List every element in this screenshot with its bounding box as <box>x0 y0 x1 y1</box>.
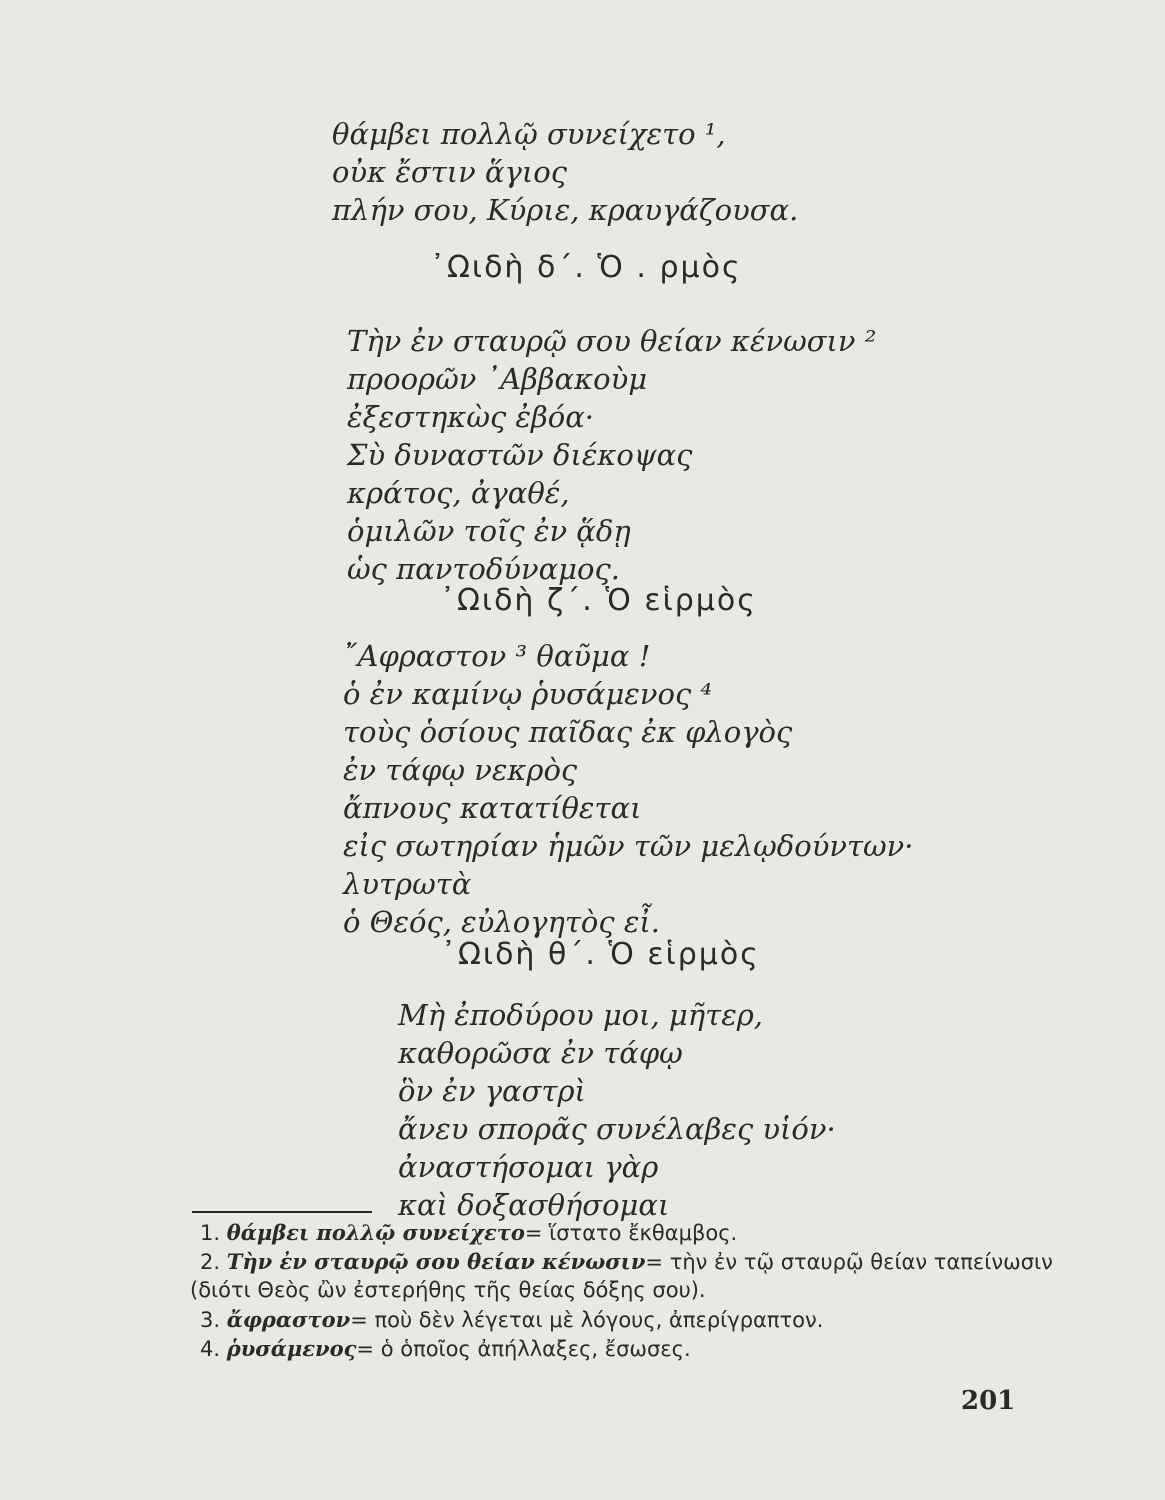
footnote-divider <box>192 1211 372 1213</box>
ode6-heading: ᾿Ωιδὴ ζ΄. Ὁ εἱρμὸς <box>440 583 757 618</box>
footnotes <box>190 1218 1053 1363</box>
verse-line: Τὴν ἐν σταυρῷ σου θείαν κένωσιν ² <box>347 324 877 358</box>
verse-line: ὡς παντοδύναμος. <box>347 552 620 586</box>
footnote <box>190 1334 1030 1363</box>
footnote <box>190 1247 1053 1276</box>
footnote-number: 4. <box>200 1337 221 1361</box>
verse-line: καθορῶσα ἐν τάφῳ <box>398 1036 683 1070</box>
verse-line: πλήν σου, Κύριε, κραυγάζουσα. <box>332 193 799 227</box>
footnote-term: ῥυσάμενος <box>226 1336 357 1361</box>
verse-stanza-top <box>332 115 798 229</box>
verse-line: καὶ δοξασθήσομαι <box>398 1188 670 1222</box>
footnote-gloss: = ποὺ δὲν λέγεται μὲ λόγους, ἀπερίγραπτον. <box>350 1308 824 1332</box>
verse-line: τοὺς ὁσίους παῖδας ἐκ φλογὸς <box>343 715 793 749</box>
verse-line: Μὴ ἐποδύρου μοι, μῆτερ, <box>398 998 764 1032</box>
footnote-gloss: (διότι Θεὸς ὢν ἐστερήθης τῆς θείας δόξης σου). <box>190 1278 706 1302</box>
verse-line: ἐν τάφῳ νεκρὸς <box>343 753 578 787</box>
verse-ode6 <box>343 637 914 941</box>
verse-ode4 <box>347 322 876 588</box>
verse-line: προορῶν ᾿Αββακοὺμ <box>347 362 648 396</box>
footnote-term: ἄφραστον <box>226 1307 351 1332</box>
ode9-heading: ᾿Ωιδὴ θ΄. Ὁ εἱρμὸς <box>441 937 760 972</box>
verse-line: λυτρωτὰ <box>343 867 472 901</box>
footnote-gloss: = ἵστατο ἔκθαμβος. <box>524 1221 738 1245</box>
verse-line: ὃν ἐν γαστρὶ <box>398 1074 586 1108</box>
verse-line: θάμβει πολλῷ συνείχετο ¹, <box>332 117 726 151</box>
verse-line: ἐξεστηκὼς ἐβόα· <box>347 400 595 434</box>
verse-line: ὁμιλῶν τοῖς ἐν ᾅδῃ <box>347 514 631 548</box>
verse-line: εἰς σωτηρίαν ἡμῶν τῶν μελῳδούντων· <box>343 829 914 863</box>
verse-line: Σὺ δυναστῶν διέκοψας <box>347 438 693 472</box>
footnote-term: Τὴν ἐν σταυρῷ σου θείαν κένωσιν <box>226 1249 646 1274</box>
footnote-term: θάμβει πολλῷ συνείχετο <box>226 1220 525 1245</box>
verse-line: ἀναστήσομαι γὰρ <box>398 1150 659 1184</box>
footnote-number: 1. <box>200 1221 221 1245</box>
verse-line: ὁ Θεός, εὐλογητὸς εἶ. <box>343 905 661 939</box>
verse-line: οὐκ ἔστιν ἅγιος <box>332 155 567 189</box>
footnote-gloss: = ὁ ὁποῖος ἀπήλλαξες, ἔσωσες. <box>356 1337 691 1361</box>
page-number: 201 <box>961 1386 1016 1416</box>
footnote <box>190 1305 1030 1334</box>
ode4-heading: ᾿Ωιδὴ δ΄. Ὁ . ρμὸς <box>430 250 742 285</box>
footnote-number: 3. <box>200 1308 221 1332</box>
verse-line: ὁ ἐν καμίνῳ ῥυσάμενος ⁴ <box>343 677 713 711</box>
verse-line: ἄπνους κατατίθεται <box>343 791 642 825</box>
verse-ode9 <box>398 996 836 1224</box>
footnote-number: 2. <box>200 1250 221 1274</box>
verse-line: ῎Αφραστον ³ θαῦμα ! <box>343 639 651 673</box>
verse-line: ἄνευ σπορᾶς συνέλαβες υἱόν· <box>398 1112 836 1146</box>
footnote-continuation <box>190 1276 1030 1305</box>
footnote <box>190 1218 1030 1247</box>
verse-line: κράτος, ἀγαθέ, <box>347 476 570 510</box>
footnote-gloss: = τὴν ἐν τῷ σταυρῷ θείαν ταπείνωσιν <box>645 1250 1053 1274</box>
